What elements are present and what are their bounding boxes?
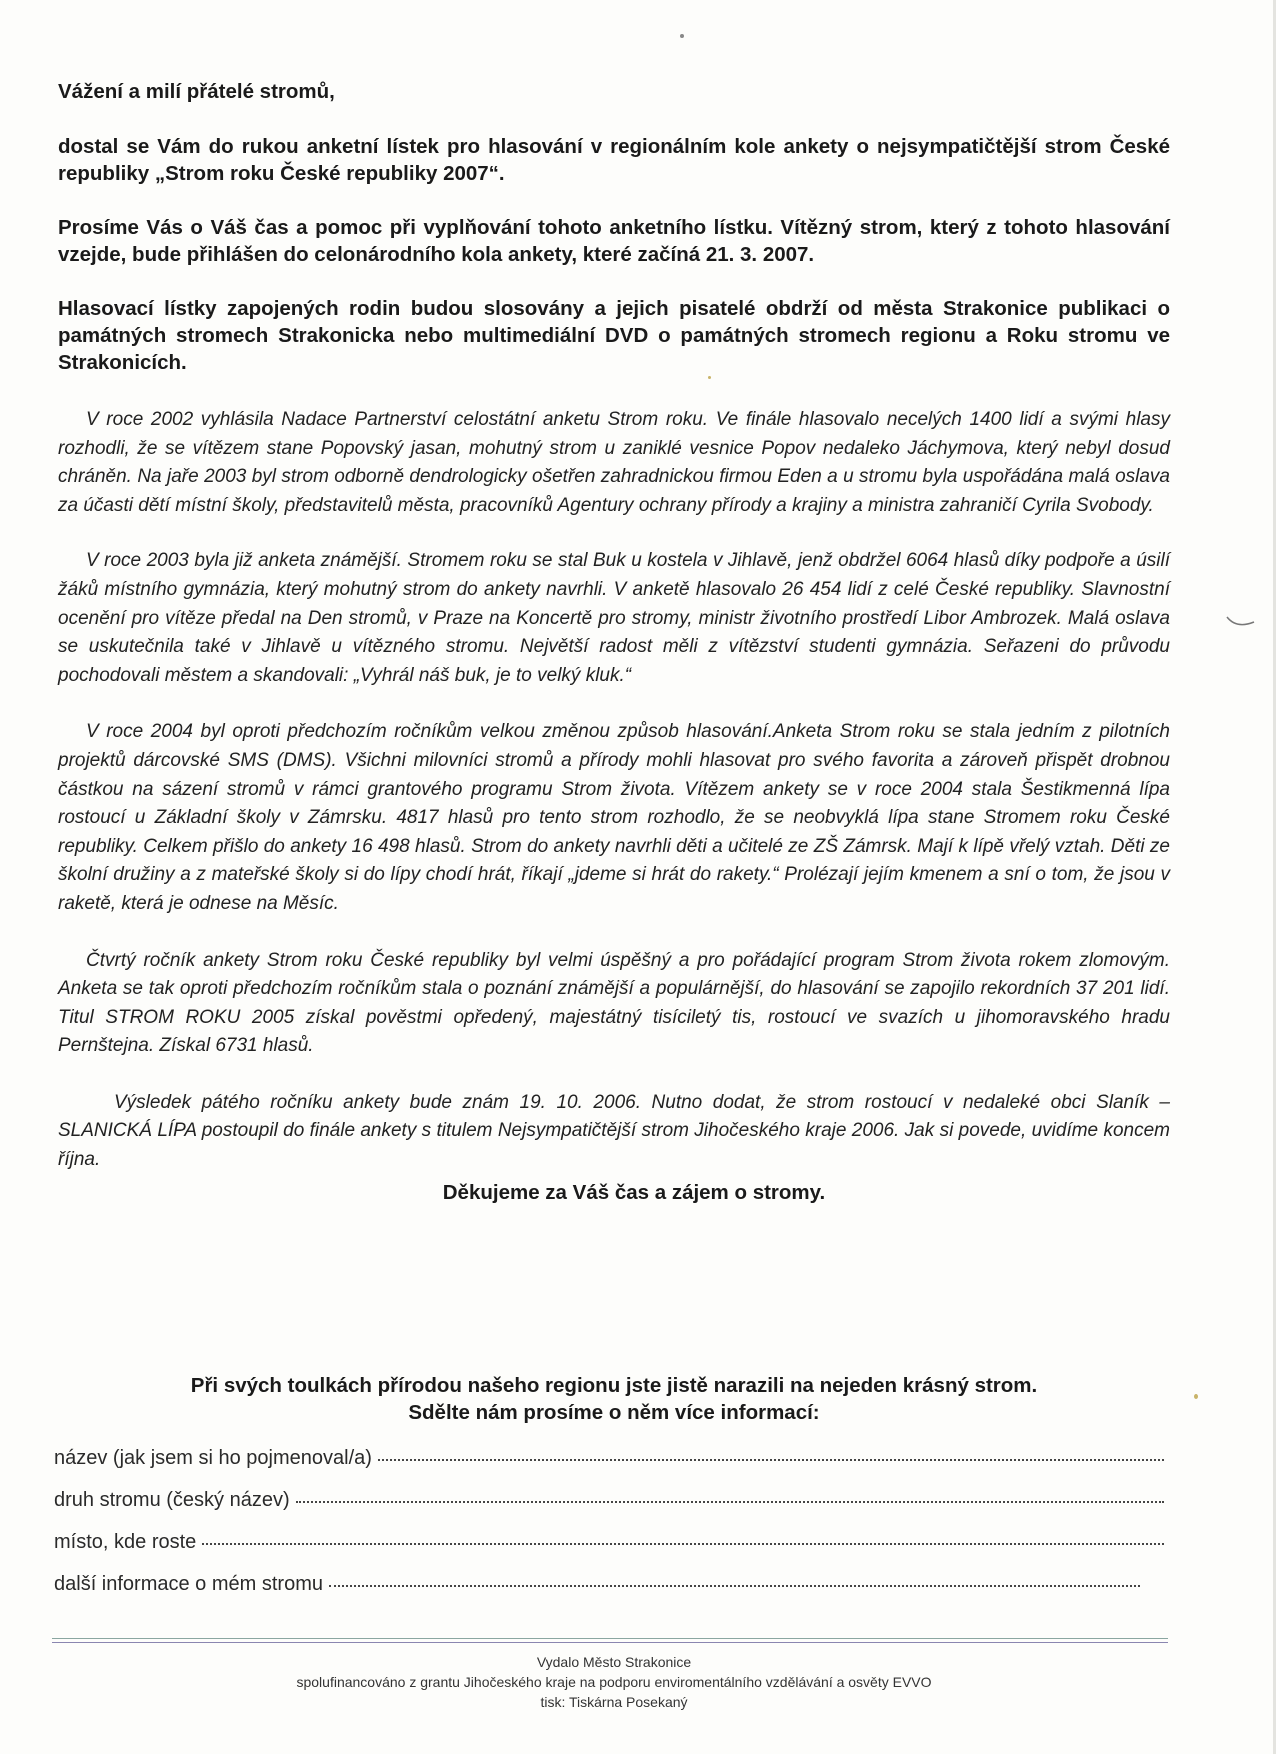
letter-body <box>58 78 1170 1205</box>
scan-speck <box>680 34 684 38</box>
form-heading-line-1: Při svých toulkách přírodou našeho regionu jste jistě narazili na nejeden krásný strom. <box>190 1374 1038 1397</box>
footer <box>58 1652 1170 1712</box>
scan-mark <box>1226 614 1256 628</box>
form-field-label: další informace o mém stromu <box>54 1573 323 1595</box>
tree-info-form <box>54 1447 1164 1615</box>
dotted-fill-line[interactable] <box>378 1459 1164 1461</box>
intro-paragraph: Prosíme Vás o Váš čas a pomoc při vyplňování tohoto anketního lístku. Vítězný strom, který z tohoto hlasování vzejde, bude přihlášen do celonárodního kola ankety, které začíná 21. 3. 2007. <box>58 216 1170 266</box>
scan-speck <box>1194 1394 1198 1399</box>
footer-divider <box>52 1642 1168 1643</box>
history-paragraph-2005: Čtvrtý ročník ankety Strom roku České republiky byl velmi úspěšný a pro pořádající program Strom života rokem zlomovým. Anketa se tak oproti předchozím ročníkům stala o poznání známější a populárnější, do hlasování se zapojilo rekordních 37 201 lidí. Titul STROM ROKU 2005 získal pověstmi opředený, majestátný tisíciletý tis, rostoucí ve svazích u jihomoravského hradu Pernštejna. Získal 6731 hlasů. <box>58 949 1170 1057</box>
form-field-species[interactable] <box>54 1489 1164 1531</box>
footer-publisher: Vydalo Město Strakonice <box>536 1654 692 1670</box>
form-heading-line-2: Sdělte nám prosíme o něm více informací: <box>408 1401 820 1424</box>
history-paragraph-2003: V roce 2003 byla již anketa známější. Stromem roku se stal Buk u kostela v Jihlavě, jenž obdržel 6064 hlasů díky podpoře a úsilí žáků místního gymnázia, který mohutný strom do ankety navrhli. V anketě hlasovalo 26 454 lidí z celé České republiky. Slavnostní ocenění pro vítěze předal na Den stromů, v Praze na Koncertě pro stromy, ministr životního prostředí Libor Ambrozek. Malá oslava se uskutečnila také v Jihlavě u vítězného stromu. Největší radost měli z vítězství studenti gymnázia. Seřazeni do průvodu pochodovali městem a skandovali: „Vyhrál náš buk, je to velký kluk.“ <box>58 550 1170 686</box>
salutation: Vážení a milí přátelé stromů, <box>58 80 335 103</box>
footer-print: tisk: Tiskárna Posekaný <box>540 1694 688 1710</box>
dotted-fill-line[interactable] <box>296 1501 1164 1503</box>
dotted-fill-line[interactable] <box>329 1585 1140 1587</box>
thanks-line: Děkujeme za Váš čas a zájem o stromy. <box>442 1180 826 1204</box>
history-paragraph-2004: V roce 2004 byl oproti předchozím ročníkům velkou změnou způsob hlasování.Anketa Strom roku se stala jedním z pilotních projektů dárcovské SMS (DMS). Všichni milovníci stromů a přírody mohli hlasovat pro svého favorita a zároveň přispět drobnou částkou na sázení stromů v rámci grantového programu Strom života. Vítězem ankety se v roce 2004 stala Šestikmenná lípa rostoucí u Základní školy v Zámrsku. 4817 hlasů pro tento strom rozhodlo, že se neobvyklá lípa stane Stromem roku České republiky. Celkem přišlo do ankety 16 498 hlasů. Strom do ankety navrhli děti a učitelé ze ZŠ Zámrsk. Mají k lípě vřelý vztah. Děti ze školní družiny a z mateřské školy si do lípy chodí hrát, říkají „jdeme si hrát do rakety.“ Prolézají jejím kmenem a sní o tom, že jsou v raketě, která je odnese na Měsíc. <box>58 721 1170 914</box>
history-paragraph-2002: V roce 2002 vyhlásila Nadace Partnerství celostátní anketu Strom roku. Ve finále hlasovalo necelých 1400 lidí a svými hlasy rozhodli, že se vítězem stane Popovský jasan, mohutný strom u zaniklé vesnice Popov nedaleko Jáchymova, který nebyl dosud chráněn. Na jaře 2003 byl strom odborně dendrologicky ošetřen zahradnickou firmou Eden a u stromu byla uspořádána malá oslava za účasti dětí místní školy, představitelů města, pracovníků Agentury ochrany přírody a krajiny a ministra zahraničí Cyrila Svobody. <box>58 409 1170 516</box>
intro-paragraph: Hlasovací lístky zapojených rodin budou slosovány a jejich pisatelé obdrží od města Strakonice publikaci o památných stromech Strakonicka nebo multimediální DVD o památných stromech regionu a Roku stromu ve Strakonicích. <box>58 297 1170 374</box>
form-heading <box>58 1372 1170 1426</box>
footer-funding: spolufinancováno z grantu Jihočeského kraje na podporu enviromentálního vzdělávání a osvěty EVVO <box>296 1674 932 1690</box>
form-field-label: druh stromu (český název) <box>54 1489 290 1511</box>
footer-divider <box>52 1638 1168 1639</box>
dotted-fill-line[interactable] <box>202 1543 1164 1545</box>
scan-speck <box>708 376 711 379</box>
intro-paragraph: dostal se Vám do rukou anketní lístek pro hlasování v regionálním kole ankety o nejsympatičtější strom České republiky „Strom roku České republiky 2007“. <box>58 135 1170 185</box>
history-paragraph-2006: Výsledek pátého ročníku ankety bude znám 19. 10. 2006. Nutno dodat, že strom rostoucí v nedaleké obci Slaník – SLANICKÁ LÍPA postoupil do finále ankety s titulem Nejsympatičtější strom Jihočeského kraje 2006. Jak si povede, uvidíme koncem října. <box>58 1091 1170 1171</box>
form-field-name[interactable] <box>54 1447 1164 1489</box>
form-field-other-info[interactable] <box>54 1573 1164 1615</box>
form-field-label: název (jak jsem si ho pojmenoval/a) <box>54 1447 372 1469</box>
form-field-location[interactable] <box>54 1531 1164 1573</box>
form-field-label: místo, kde roste <box>54 1531 197 1553</box>
